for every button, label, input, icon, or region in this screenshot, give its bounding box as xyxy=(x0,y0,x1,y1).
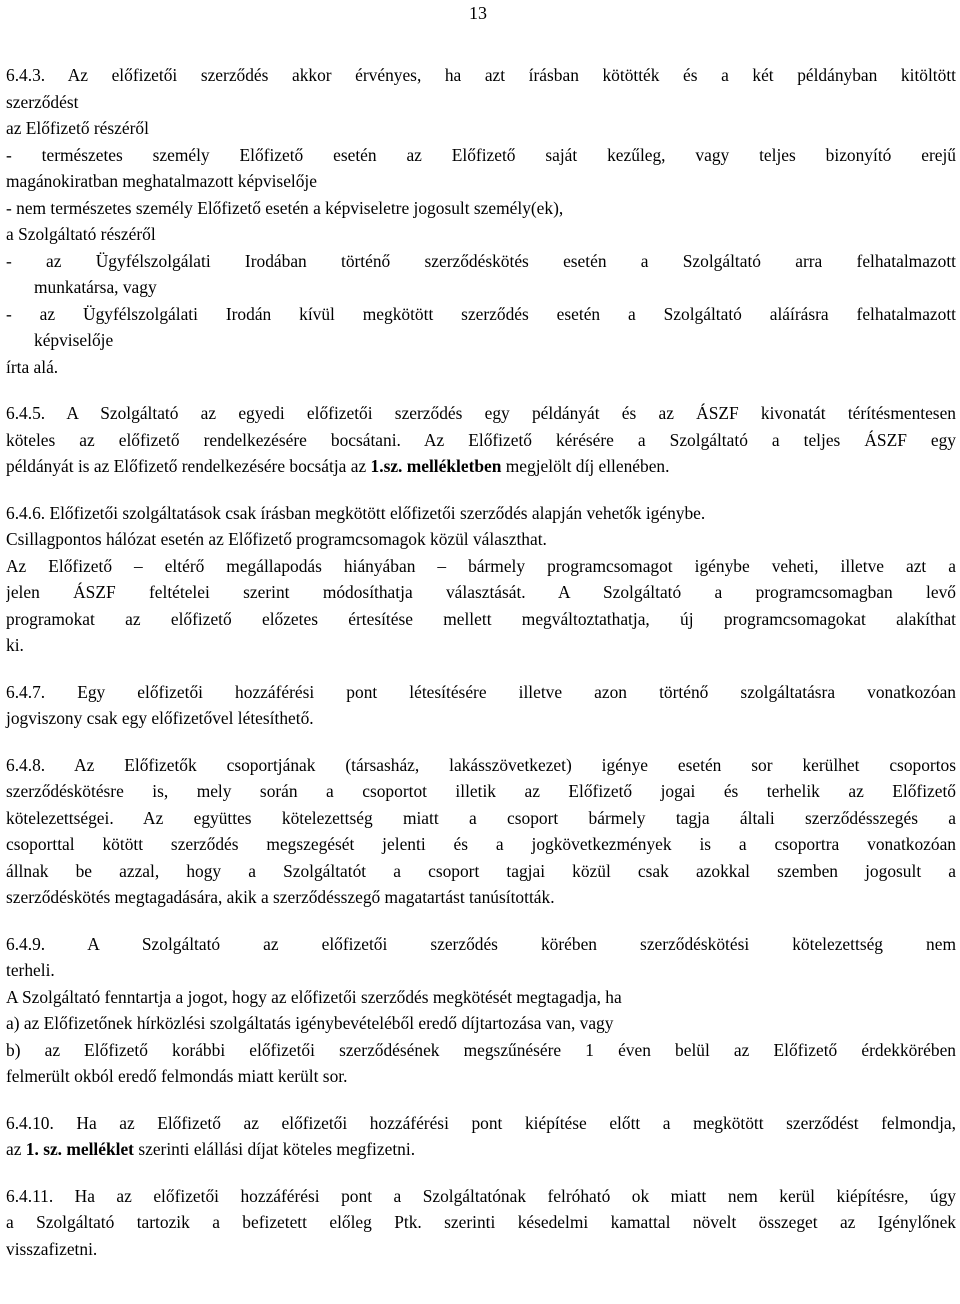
section-6-4-3 xyxy=(6,62,956,380)
paragraph-line xyxy=(6,1136,956,1163)
paragraph-line: magánokiratban meghatalmazott képviselője xyxy=(6,171,317,191)
paragraph-line: 6.4.7. Egy előfizetői hozzáférési pont létesítésére illetve azon történő szolgáltatásra vonatkozóan xyxy=(6,681,956,702)
section-6-4-10 xyxy=(6,1110,956,1163)
section-6-4-6 xyxy=(6,500,956,659)
paragraph-line: képviselője xyxy=(34,330,114,350)
list-item: - természetes személy Előfizető esetén az Előfizető saját kezűleg, vagy teljes bizonyító erejű xyxy=(6,144,956,165)
paragraph-line: munkatársa, vagy xyxy=(34,277,157,297)
paragraph-line: szerződéskötés megtagadására, akik a szerződésszegő magatartást tanúsították. xyxy=(6,887,555,907)
section-gap xyxy=(6,659,956,679)
paragraph-line: jelen ÁSZF feltételei szerint módosíthatja választását. A Szolgáltató a programcsomagban levő xyxy=(6,582,956,602)
paragraph-line: a Szolgáltató tartozik a befizetett előleg Ptk. szerinti késedelmi kamattal növelt összeget az Igénylőnek xyxy=(6,1212,956,1232)
paragraph-line: állnak be azzal, hogy a Szolgáltatót a csoport tagjai közül csak azokkal szemben jogosult a xyxy=(6,860,956,881)
paragraph-line: visszafizetni. xyxy=(6,1238,98,1259)
list-item: - az Ügyfélszolgálati Irodában történő szerződéskötés esetén a Szolgáltató arra felhatalmazott xyxy=(6,250,956,271)
paragraph-line: szerződést xyxy=(6,91,79,112)
text-run: példányát is az Előfizető rendelkezésére bocsátja az xyxy=(6,456,371,476)
paragraph-line: 6.4.3. Az előfizetői szerződés akkor érvényes, ha azt írásban kötötték és a két példányban kitöltött xyxy=(6,65,956,85)
section-gap xyxy=(6,732,956,752)
section-gap xyxy=(6,911,956,931)
paragraph-line: Az Előfizető – eltérő megállapodás hiányában – bármely programcsomagot igénybe veheti, illetve azt a xyxy=(6,555,956,576)
paragraph-line: kötelezettségei. Az együttes kötelezettség miatt a csoport bármely tagja általi szerződésszegés a xyxy=(6,807,956,828)
paragraph-line: programokat az előfizető előzetes értesítése mellett megváltoztathatja, új programcsomagokat alakíthat xyxy=(6,608,956,629)
section-gap xyxy=(6,1163,956,1183)
list-item: a) az Előfizetőnek hírközlési szolgáltatás igénybevételéből eredő díjtartozása van, vagy xyxy=(6,1013,614,1033)
paragraph-line: az Előfizető részéről xyxy=(6,118,149,138)
paragraph-line: 6.4.9. A Szolgáltató az előfizetői szerződés körében szerződéskötési kötelezettség nem xyxy=(6,933,956,954)
page-number: 13 xyxy=(469,3,487,23)
paragraph-line: a Szolgáltató részéről xyxy=(6,224,156,244)
paragraph-line: A Szolgáltató fenntartja a jogot, hogy az előfizetői szerződés megkötését megtagadja, ha xyxy=(6,986,622,1007)
paragraph-line: írta alá. xyxy=(6,356,59,377)
list-item: b) az Előfizető korábbi előfizetői szerződésének megszűnésére 1 éven belül az Előfizető érdekkörében xyxy=(6,1039,956,1060)
paragraph-line: csoporttal kötött szerződés megszegését jelenti és a jogkövetkezmények is a csoportra vonatkozóan xyxy=(6,834,956,854)
paragraph-line: felmerült okból eredő felmondás miatt került sor. xyxy=(6,1066,348,1086)
list-item: - az Ügyfélszolgálati Irodán kívül megkötött szerződés esetén a Szolgáltató aláírásra felhatalmazott xyxy=(6,303,956,324)
bold-reference: 1. sz. melléklet xyxy=(25,1139,134,1159)
paragraph-line: 6.4.11. Ha az előfizetői hozzáférési pont a Szolgáltatónak felróható ok miatt nem kerül kiépítésre, úgy xyxy=(6,1185,956,1206)
text-run: megjelölt díj ellenében. xyxy=(501,456,670,476)
paragraph-line: jogviszony csak egy előfizetővel létesíthető. xyxy=(6,708,314,728)
paragraph-line xyxy=(6,453,956,480)
text-run: az xyxy=(6,1139,26,1159)
section-gap xyxy=(6,480,956,500)
paragraph-line: 6.4.10. Ha az Előfizető az előfizetői hozzáférési pont kiépítése előtt a megkötött szerződést felmondja, xyxy=(6,1112,956,1133)
section-6-4-8 xyxy=(6,752,956,911)
paragraph-line: ki. xyxy=(6,635,24,655)
paragraph-line: terheli. xyxy=(6,960,55,980)
paragraph-line: 6.4.8. Az Előfizetők csoportjának (társasház, lakásszövetkezet) igénye esetén sor kerülhet csoportos xyxy=(6,754,956,775)
section-6-4-9 xyxy=(6,931,956,1090)
bold-reference: 1.sz. mellékletben xyxy=(370,456,502,476)
section-6-4-5 xyxy=(6,400,956,480)
section-6-4-7 xyxy=(6,679,956,732)
section-6-4-11 xyxy=(6,1183,956,1263)
paragraph-line: 6.4.5. A Szolgáltató az egyedi előfizetői szerződés egy példányát és az ÁSZF kivonatát térítésmentesen xyxy=(6,403,956,423)
paragraph-line: Csillagpontos hálózat esetén az Előfizető programcsomagok közül választhat. xyxy=(6,529,547,549)
section-gap xyxy=(6,1090,956,1110)
paragraph-line: szerződéskötésre is, mely során a csoportot illetik az Előfizető jogai és terhelik az Előfizető xyxy=(6,781,956,801)
list-item: - nem természetes személy Előfizető esetén a képviseletre jogosult személy(ek), xyxy=(6,197,564,218)
section-gap xyxy=(6,380,956,400)
text-run: szerinti elállási díjat köteles megfizetni. xyxy=(133,1139,416,1159)
paragraph-line: 6.4.6. Előfizetői szolgáltatások csak írásban megkötött előfizetői szerződés alapján vehetők igénybe. xyxy=(6,502,706,523)
paragraph-line: köteles az előfizető rendelkezésére bocsátani. Az Előfizető kérésére a Szolgáltató a teljes ÁSZF egy xyxy=(6,429,956,450)
document-body xyxy=(6,62,956,1262)
